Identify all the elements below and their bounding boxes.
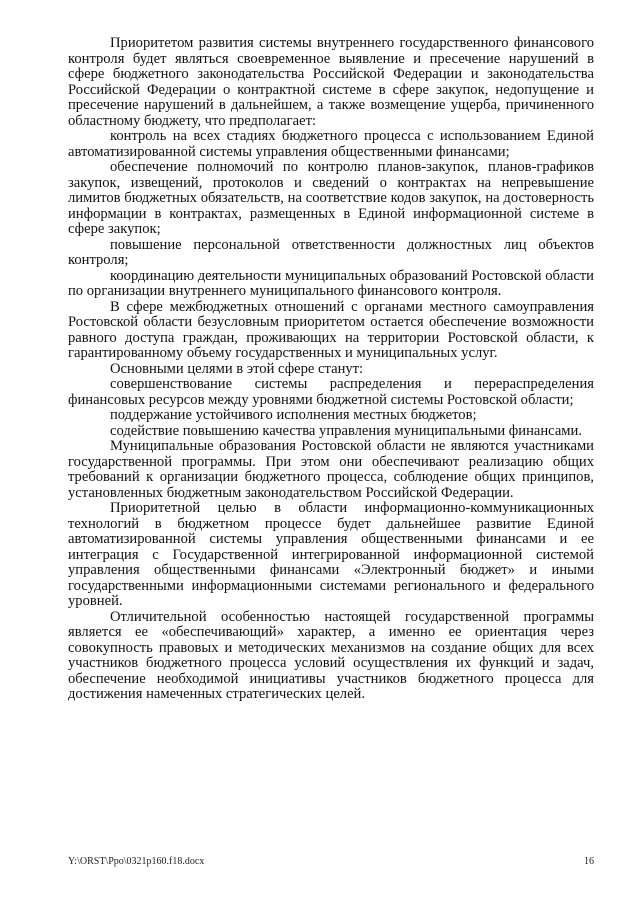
paragraph: обеспечение полномочий по контролю планов-закупок, планов-графиков закупок, извещений, протоколов и сведений о контрактах на непревышение лимитов бюджетных обязательств, на соответствие кодов закупок, на достоверность информации в контрактах, размещенных в Единой информационной системе в сфере закупок;: [68, 159, 594, 237]
page-footer: [68, 856, 594, 870]
paragraph: контроль на всех стадиях бюджетного процесса с использованием Единой автоматизированной системы управления общественными финансами;: [68, 128, 594, 160]
paragraph: В сфере межбюджетных отношений с органами местного самоуправления Ростовской области безусловным приоритетом остается обеспечение возможности равного доступа граждан, проживающих на территории Ростовской области, к гарантированному объему государственных и муниципальных услуг.: [68, 298, 594, 361]
paragraph: Основными целями в этой сфере станут:: [110, 360, 364, 377]
paragraph: Отличительной особенностью настоящей государственной программы является ее «обеспечивающий» характер, а именно ее ориентация через совокупность правовых и методических механизмов на создание общих для всех участников бюджетного процесса условий осуществления их функций и задач, обеспечение необходимой инициативы участников бюджетного процесса для достижения намеченных стратегических целей.: [68, 608, 594, 702]
paragraph: Приоритетной целью в области информационно-коммуникационных технологий в бюджетном процессе будет дальнейшее развитие Единой автоматизированной системы управления общественными финансами и ее интеграция с Государственной интегрированной информационной системой управления общественными финансами «Электронный бюджет» и иными государственными информационными системами регионального и федерального уровней.: [68, 500, 594, 609]
paragraph: повышение персональной ответственности должностных лиц объектов контроля;: [68, 236, 594, 268]
paragraph: содействие повышению качества управления муниципальными финансами.: [110, 422, 583, 439]
document-body: [68, 36, 594, 703]
paragraph: Муниципальные образования Ростовской области не являются участниками государственной программы. При этом они обеспечивают реализацию общих требований к организации бюджетного процесса, соблюдение общих принципов, установленных бюджетным законодательством Российской Федерации.: [68, 438, 594, 501]
paragraph: Приоритетом развития системы внутреннего государственного финансового контроля будет являться своевременное выявление и пресечение нарушений в сфере бюджетного законодательства Российской Федерации и законодательства Российской Федерации о контрактной системе в сфере закупок, недопущение и пресечение нарушений в дальнейшем, а также возмещение ущерба, причиненного областному бюджету, что предполагает:: [68, 35, 594, 129]
paragraph: совершенствование системы распределения и перераспределения финансовых ресурсов между уровнями бюджетной системы Ростовской области;: [68, 376, 594, 408]
footer-file-path: Y:\ORST\Ppo\0321p160.f18.docx: [68, 856, 205, 867]
paragraph: поддержание устойчивого исполнения местных бюджетов;: [110, 407, 477, 423]
page-number: 16: [584, 856, 594, 867]
paragraph: координацию деятельности муниципальных образований Ростовской области по организации внутреннего муниципального финансового контроля.: [68, 267, 594, 299]
